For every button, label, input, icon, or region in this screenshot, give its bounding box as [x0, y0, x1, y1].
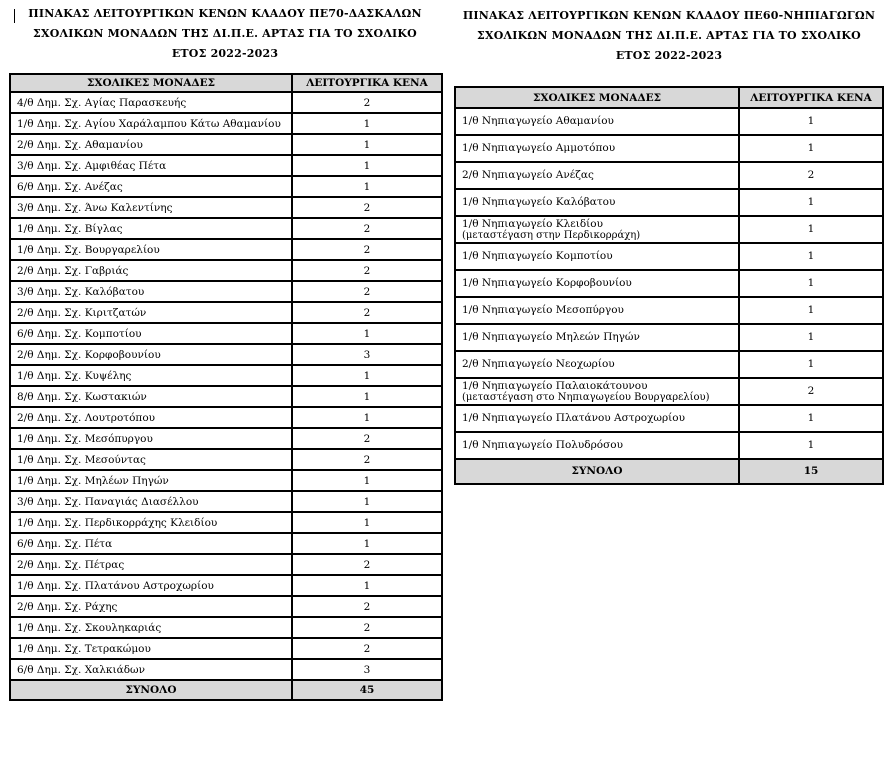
school-cell — [455, 378, 739, 405]
vacancy-count: 2 — [292, 449, 442, 470]
school-cell — [455, 108, 739, 135]
school-cell — [10, 281, 292, 302]
vacancy-count: 1 — [292, 533, 442, 554]
table-row — [10, 596, 442, 617]
school-name: 1/θ Νηπιαγωγείο Μηλεών Πηγών — [462, 331, 640, 343]
vacancy-count: 1 — [739, 135, 883, 162]
school-name: 2/θ Δημ. Σχ. Γαβριάς — [17, 264, 129, 277]
school-name: 3/θ Δημ. Σχ. Αμφιθέας Πέτα — [17, 159, 167, 172]
school-cell — [10, 533, 292, 554]
vacancy-count: 1 — [739, 189, 883, 216]
table-row — [10, 344, 442, 365]
header-school-units: ΣΧΟΛΙΚΕΣ ΜΟΝΑΔΕΣ — [455, 87, 739, 108]
vacancy-count: 2 — [292, 197, 442, 218]
school-note: (μεταστέγαση στο Νηπιαγωγείου Βουργαρελίου) — [462, 391, 710, 403]
table-row — [10, 134, 442, 155]
table-row — [455, 216, 883, 243]
table-row — [10, 617, 442, 638]
vacancy-count: 1 — [292, 575, 442, 596]
school-name: 2/θ Δημ. Σχ. Κορφοβουνίου — [17, 348, 161, 361]
vacancy-count: 2 — [292, 302, 442, 323]
table-row — [455, 405, 883, 432]
school-cell — [10, 344, 292, 365]
vacancy-count: 1 — [739, 405, 883, 432]
table-row — [10, 533, 442, 554]
table-row — [455, 432, 883, 459]
table-row — [455, 351, 883, 378]
vacancy-count: 1 — [292, 134, 442, 155]
school-name: 1/θ Νηπιαγωγείο Κλειδίου — [462, 217, 603, 230]
table-row — [10, 512, 442, 533]
school-cell — [10, 617, 292, 638]
school-name: 4/θ Δημ. Σχ. Αγίας Παρασκευής — [17, 96, 187, 109]
vacancy-count: 2 — [292, 260, 442, 281]
school-name: 6/θ Δημ. Σχ. Ανέζας — [17, 180, 123, 193]
school-name: 1/θ Δημ. Σχ. Βίγλας — [17, 222, 123, 235]
total-row — [10, 680, 442, 700]
school-cell — [10, 323, 292, 344]
total-value: 15 — [739, 459, 883, 484]
school-name: 1/θ Νηπιαγωγείο Καλόβατου — [462, 196, 616, 208]
school-cell — [10, 407, 292, 428]
table-row — [10, 428, 442, 449]
table-row — [455, 270, 883, 297]
school-name: 2/θ Δημ. Σχ. Αθαμανίου — [17, 138, 143, 151]
school-cell — [455, 351, 739, 378]
vacancy-count: 1 — [739, 351, 883, 378]
table-row — [10, 470, 442, 491]
table-row — [10, 638, 442, 659]
table-row — [455, 243, 883, 270]
table-row — [10, 260, 442, 281]
school-name: 2/θ Δημ. Σχ. Λουτροτόπου — [17, 411, 156, 424]
school-name: 1/θ Νηπιαγωγείο Αμμοτόπου — [462, 142, 616, 154]
table-row — [10, 554, 442, 575]
school-name: 1/θ Δημ. Σχ. Τετρακώμου — [17, 642, 151, 655]
school-cell — [455, 189, 739, 216]
school-name: 1/θ Νηπιαγωγείο Παλαιοκάτουνου — [462, 379, 648, 392]
vacancy-count: 1 — [739, 432, 883, 459]
vacancy-count: 1 — [292, 491, 442, 512]
table-row — [10, 155, 442, 176]
school-name: 2/θ Νηπιαγωγείο Νεοχωρίου — [462, 358, 615, 370]
vacancy-count: 1 — [292, 365, 442, 386]
table-row — [10, 491, 442, 512]
header-school-units: ΣΧΟΛΙΚΕΣ ΜΟΝΑΔΕΣ — [10, 74, 292, 92]
total-label: ΣΥΝΟΛΟ — [10, 680, 292, 700]
school-cell — [455, 432, 739, 459]
school-name: 1/θ Δημ. Σχ. Μηλέων Πηγών — [17, 474, 169, 487]
vacancy-count: 1 — [292, 155, 442, 176]
table-row — [455, 162, 883, 189]
title-line: ΠΙΝΑΚΑΣ ΛΕΙΤΟΥΡΓΙΚΩΝ ΚΕΝΩΝ ΚΛΑΔΟΥ ΠΕ60-ΝΗΠΙΑΓΩΓΩΝ — [462, 9, 876, 22]
school-name: 3/θ Δημ. Σχ. Άνω Καλεντίνης — [17, 201, 173, 214]
pe70-vacancies-table — [9, 73, 443, 701]
school-cell — [10, 302, 292, 323]
school-cell — [455, 162, 739, 189]
school-cell — [10, 365, 292, 386]
vacancy-count: 2 — [292, 239, 442, 260]
title-line: ΣΧΟΛΙΚΩΝ ΜΟΝΑΔΩΝ ΤΗΣ ΔΙ.Π.Ε. ΑΡΤΑΣ ΓΙΑ ΤΟ ΣΧΟΛΙΚΟ — [33, 27, 417, 40]
school-name: 2/θ Δημ. Σχ. Κιριτζατών — [17, 306, 147, 319]
school-cell — [455, 135, 739, 162]
school-cell — [10, 659, 292, 680]
school-cell — [10, 470, 292, 491]
school-cell — [455, 297, 739, 324]
school-cell — [455, 405, 739, 432]
title-line: ΠΙΝΑΚΑΣ ΛΕΙΤΟΥΡΓΙΚΩΝ ΚΕΝΩΝ ΚΛΑΔΟΥ ΠΕ70-ΔΑΣΚΑΛΩΝ — [28, 7, 422, 20]
table-row — [10, 239, 442, 260]
school-cell — [10, 134, 292, 155]
school-cell — [10, 155, 292, 176]
vacancy-count: 2 — [739, 378, 883, 405]
vacancy-count: 2 — [739, 162, 883, 189]
vacancy-count: 3 — [292, 344, 442, 365]
school-cell — [10, 428, 292, 449]
school-cell — [10, 218, 292, 239]
school-note: (μεταστέγαση στην Περδικορράχη) — [462, 229, 641, 241]
vacancy-count: 2 — [292, 281, 442, 302]
vacancy-count: 1 — [292, 113, 442, 134]
school-name: 1/θ Δημ. Σχ. Μεσόπυργου — [17, 432, 153, 445]
school-name: 1/θ Νηπιαγωγείο Κορφοβουνίου — [462, 277, 632, 289]
school-name: 1/θ Δημ. Σχ. Βουργαρελίου — [17, 243, 160, 256]
table-row — [455, 297, 883, 324]
school-name: 1/θ Δημ. Σχ. Κυψέλης — [17, 369, 132, 382]
school-name: 2/θ Δημ. Σχ. Ράχης — [17, 600, 118, 613]
school-name: 1/θ Νηπιαγωγείο Κομποτίου — [462, 250, 613, 262]
school-name: 1/θ Δημ. Σχ. Μεσούντας — [17, 453, 146, 466]
school-name: 1/θ Δημ. Σχ. Αγίου Χαράλαμπου Κάτω Αθαμανίου — [17, 117, 281, 130]
school-cell — [455, 270, 739, 297]
school-name: 1/θ Δημ. Σχ. Περδικορράχης Κλειδίου — [17, 516, 218, 529]
vacancy-count: 2 — [292, 617, 442, 638]
vacancy-count: 1 — [739, 297, 883, 324]
pe60-table-title — [455, 6, 883, 66]
header-row — [455, 87, 883, 108]
title-line: ΕΤΟΣ 2022-2023 — [171, 47, 279, 60]
pe70-table-title — [10, 4, 440, 64]
school-cell — [10, 554, 292, 575]
table-row — [10, 176, 442, 197]
table-row — [10, 449, 442, 470]
school-name: 6/θ Δημ. Σχ. Πέτα — [17, 537, 113, 550]
vacancy-count: 1 — [739, 108, 883, 135]
table-row — [10, 659, 442, 680]
school-cell — [10, 491, 292, 512]
table-row — [10, 218, 442, 239]
school-name: 3/θ Δημ. Σχ. Καλόβατου — [17, 285, 145, 298]
school-name: 2/θ Δημ. Σχ. Πέτρας — [17, 558, 125, 571]
school-cell — [455, 324, 739, 351]
vacancy-count: 1 — [739, 270, 883, 297]
school-cell — [10, 197, 292, 218]
vacancy-count: 1 — [292, 512, 442, 533]
vacancy-count: 1 — [292, 323, 442, 344]
vacancy-count: 2 — [292, 596, 442, 617]
table-row — [10, 281, 442, 302]
school-cell — [10, 638, 292, 659]
vacancy-count: 3 — [292, 659, 442, 680]
school-cell — [10, 512, 292, 533]
school-name: 8/θ Δημ. Σχ. Κωστακιών — [17, 390, 147, 403]
school-name: 1/θ Νηπιαγωγείο Πλατάνου Αστροχωρίου — [462, 412, 685, 424]
header-row — [10, 74, 442, 92]
vacancy-count: 2 — [292, 92, 442, 113]
table-row — [10, 407, 442, 428]
header-vacancies: ΛΕΙΤΟΥΡΓΙΚΑ ΚΕΝΑ — [739, 87, 883, 108]
school-cell — [10, 176, 292, 197]
table-row — [455, 378, 883, 405]
vacancy-count: 2 — [292, 218, 442, 239]
title-line: ΣΧΟΛΙΚΩΝ ΜΟΝΑΔΩΝ ΤΗΣ ΔΙ.Π.Ε. ΑΡΤΑΣ ΓΙΑ ΤΟ ΣΧΟΛΙΚΟ — [477, 29, 861, 42]
school-cell — [455, 243, 739, 270]
table-row — [455, 108, 883, 135]
table-row — [10, 92, 442, 113]
vacancy-count: 1 — [739, 243, 883, 270]
school-name: 2/θ Νηπιαγωγείο Ανέζας — [462, 169, 594, 181]
school-cell — [10, 239, 292, 260]
school-cell — [10, 575, 292, 596]
vacancy-count: 1 — [292, 176, 442, 197]
school-name: 1/θ Νηπιαγωγείο Μεσοπύργου — [462, 304, 624, 316]
school-name: 6/θ Δημ. Σχ. Κομποτίου — [17, 327, 142, 340]
school-cell — [10, 113, 292, 134]
school-name: 3/θ Δημ. Σχ. Παναγιάς Διασέλλου — [17, 495, 199, 508]
title-line: ΕΤΟΣ 2022-2023 — [615, 49, 723, 62]
school-name: 1/θ Δημ. Σχ. Σκουληκαριάς — [17, 621, 162, 634]
vacancy-count: 1 — [292, 386, 442, 407]
vacancy-count: 1 — [739, 216, 883, 243]
vacancy-count: 2 — [292, 554, 442, 575]
table-row — [10, 323, 442, 344]
total-label: ΣΥΝΟΛΟ — [455, 459, 739, 484]
table-row — [10, 113, 442, 134]
vacancy-count: 2 — [292, 638, 442, 659]
table-row — [10, 197, 442, 218]
table-row — [10, 575, 442, 596]
school-name: 6/θ Δημ. Σχ. Χαλκιάδων — [17, 663, 145, 676]
school-name: 1/θ Δημ. Σχ. Πλατάνου Αστροχωρίου — [17, 579, 214, 592]
school-cell — [10, 386, 292, 407]
pe60-vacancies-table — [454, 86, 884, 485]
school-cell — [10, 596, 292, 617]
school-cell — [10, 260, 292, 281]
table-row — [10, 302, 442, 323]
school-cell — [10, 92, 292, 113]
vacancy-count: 2 — [292, 428, 442, 449]
vacancy-count: 1 — [292, 407, 442, 428]
total-row — [455, 459, 883, 484]
school-cell — [10, 449, 292, 470]
table-row — [10, 386, 442, 407]
total-value: 45 — [292, 680, 442, 700]
school-name: 1/θ Νηπιαγωγείο Αθαμανίου — [462, 115, 614, 127]
school-name: 1/θ Νηπιαγωγείο Πολυδρόσου — [462, 439, 623, 451]
vacancy-count: 1 — [739, 324, 883, 351]
table-row — [455, 189, 883, 216]
table-row — [455, 135, 883, 162]
table-row — [10, 365, 442, 386]
vacancy-count: 1 — [292, 470, 442, 491]
header-vacancies: ΛΕΙΤΟΥΡΓΙΚΑ ΚΕΝΑ — [292, 74, 442, 92]
school-cell — [455, 216, 739, 243]
table-row — [455, 324, 883, 351]
